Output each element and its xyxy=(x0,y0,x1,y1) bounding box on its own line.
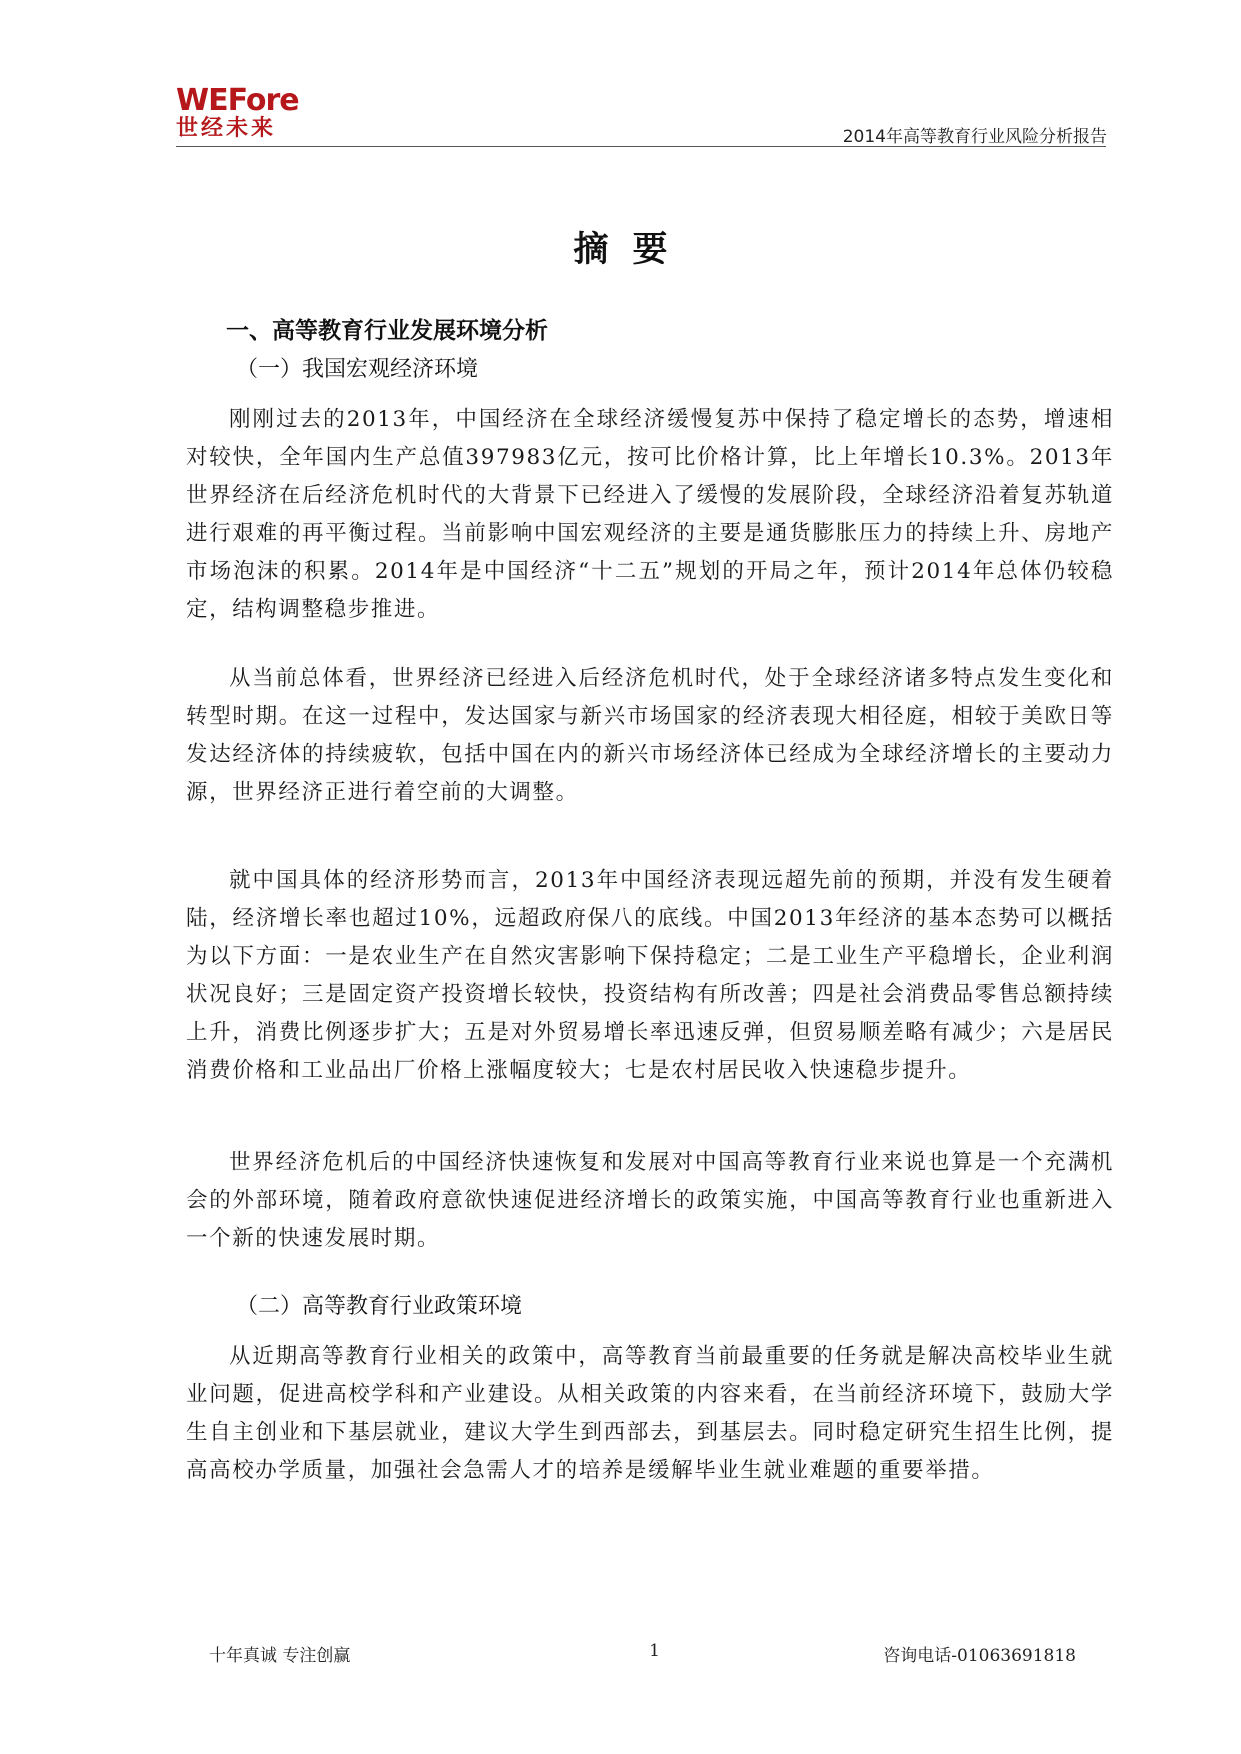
logo-chinese-name: 世经未来 xyxy=(176,116,277,141)
footer-slogan: 十年真诚 专注创赢 xyxy=(209,1646,351,1666)
subsection-heading-policy: （二）高等教育行业政策环境 xyxy=(236,1294,523,1319)
page-title: 摘要 xyxy=(573,230,692,270)
header-report-title: 2014年高等教育行业风险分析报告 xyxy=(842,127,1107,147)
paragraph: 从当前总体看，世界经济已经进入后经济危机时代，处于全球经济诸多特点发生变化和转型时期。在这一过程中，发达国家与新兴市场国家的经济表现大相径庭，相较于美欧日等发达经济体的持续疲软，包括中国在内的新兴市场经济体已经成为全球经济增长的主要动力源，世界经济正进行着空前的大调整。 xyxy=(186,666,1114,805)
header-divider xyxy=(176,146,1106,147)
footer-phone: 咨询电话-01063691818 xyxy=(883,1646,1076,1666)
section-heading: 一、高等教育行业发展环境分析 xyxy=(226,318,548,344)
subsection-heading-macro: （一）我国宏观经济环境 xyxy=(236,357,479,382)
paragraph: 刚刚过去的2013年，中国经济在全球经济缓慢复苏中保持了稳定增长的态势，增速相对较快，全年国内生产总值397983亿元，按可比价格计算，比上年增长10.3%。2013年世界经济在后经济危机时代的大背景下已经进入了缓慢的发展阶段，全球经济沿着复苏轨道进行艰难的再平衡过程。当前影响中国宏观经济的主要是通货膨胀压力的持续上升、房地产市场泡沫的积累。2014年是中国经济“十二五”规划的开局之年，预计2014年总体仍较稳定，结构调整稳步推进。 xyxy=(186,407,1114,622)
logo-wordmark: WEFore xyxy=(176,83,299,118)
paragraph: 世界经济危机后的中国经济快速恢复和发展对中国高等教育行业来说也算是一个充满机会的外部环境，随着政府意欲快速促进经济增长的政策实施，中国高等教育行业也重新进入一个新的快速发展时期。 xyxy=(186,1150,1114,1251)
paragraph: 从近期高等教育行业相关的政策中，高等教育当前最重要的任务就是解决高校毕业生就业问题，促进高校学科和产业建设。从相关政策的内容来看，在当前经济环境下，鼓励大学生自主创业和下基层就业，建议大学生到西部去，到基层去。同时稳定研究生招生比例，提高高校办学质量，加强社会急需人才的培养是缓解毕业生就业难题的重要举措。 xyxy=(186,1344,1114,1483)
company-logo xyxy=(176,83,316,141)
page-number: 1 xyxy=(649,1641,660,1661)
paragraph: 就中国具体的经济形势而言，2013年中国经济表现远超先前的预期，并没有发生硬着陆，经济增长率也超过10%，远超政府保八的底线。中国2013年经济的基本态势可以概括为以下方面：一是农业生产在自然灾害影响下保持稳定；二是工业生产平稳增长，企业利润状况良好；三是固定资产投资增长较快，投资结构有所改善；四是社会消费品零售总额持续上升，消费比例逐步扩大；五是对外贸易增长率迅速反弹，但贸易顺差略有减少；六是居民消费价格和工业品出厂价格上涨幅度较大；七是农村居民收入快速稳步提升。 xyxy=(186,868,1114,1083)
